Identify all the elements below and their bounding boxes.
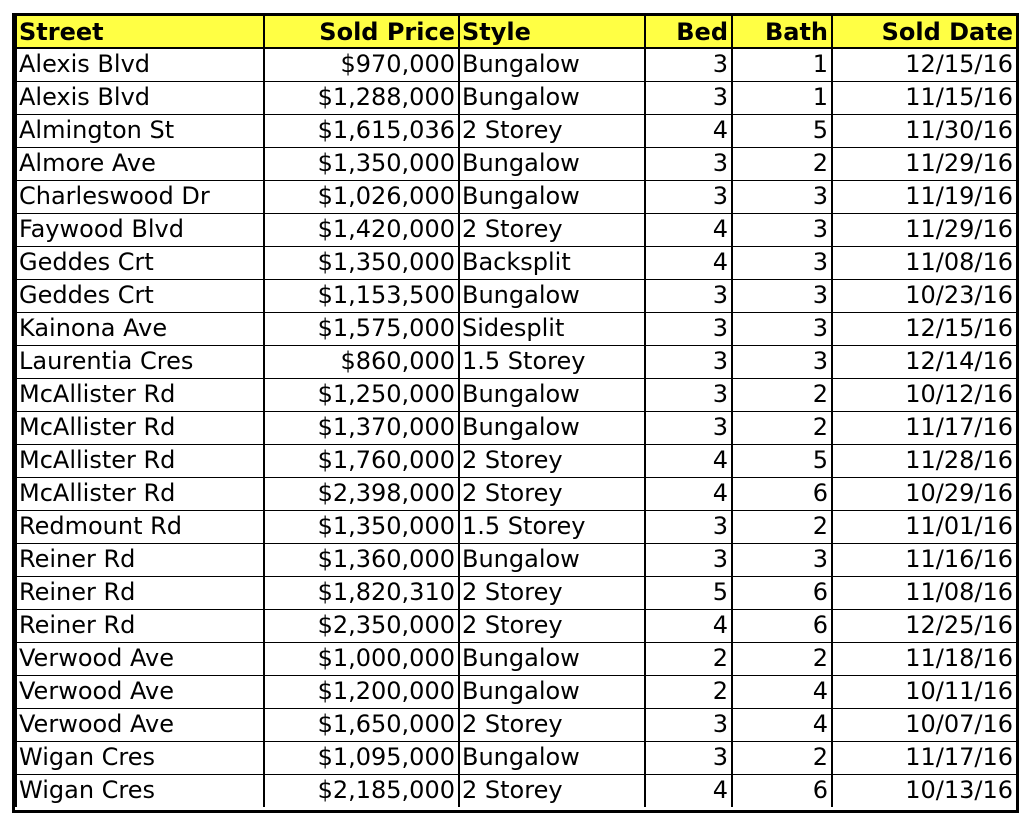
cell-street: Charleswood Dr <box>16 180 264 213</box>
cell-sold-price: $1,288,000 <box>264 81 459 114</box>
table-row <box>16 180 1017 213</box>
cell-sold-date: 10/11/16 <box>832 675 1017 708</box>
cell-street: Reiner Rd <box>16 543 264 576</box>
cell-style: Bungalow <box>459 411 645 444</box>
cell-street: McAllister Rd <box>16 444 264 477</box>
cell-sold-price: $1,250,000 <box>264 378 459 411</box>
cell-bath: 6 <box>732 576 832 609</box>
cell-style: Bungalow <box>459 675 645 708</box>
cell-sold-price: $1,000,000 <box>264 642 459 675</box>
cell-bed: 2 <box>645 675 732 708</box>
cell-bath: 5 <box>732 114 832 147</box>
cell-sold-price: $1,820,310 <box>264 576 459 609</box>
cell-street: Reiner Rd <box>16 576 264 609</box>
cell-style: Sidesplit <box>459 312 645 345</box>
table-row <box>16 675 1017 708</box>
cell-bath: 4 <box>732 675 832 708</box>
cell-bath: 2 <box>732 147 832 180</box>
cell-street: McAllister Rd <box>16 411 264 444</box>
header-sold-date: Sold Date <box>832 16 1017 48</box>
cell-style: Bungalow <box>459 741 645 774</box>
cell-sold-date: 10/13/16 <box>832 774 1017 807</box>
cell-bed: 3 <box>645 81 732 114</box>
header-style: Style <box>459 16 645 48</box>
table-row <box>16 477 1017 510</box>
cell-sold-date: 11/08/16 <box>832 246 1017 279</box>
cell-sold-date: 12/15/16 <box>832 312 1017 345</box>
cell-bath: 2 <box>732 411 832 444</box>
header-bath: Bath <box>732 16 832 48</box>
cell-bath: 1 <box>732 48 832 81</box>
cell-bed: 3 <box>645 312 732 345</box>
cell-street: Verwood Ave <box>16 708 264 741</box>
header-sold-price: Sold Price <box>264 16 459 48</box>
cell-sold-price: $860,000 <box>264 345 459 378</box>
table-row <box>16 114 1017 147</box>
cell-street: Alexis Blvd <box>16 81 264 114</box>
table-row <box>16 708 1017 741</box>
table-row <box>16 81 1017 114</box>
cell-bath: 3 <box>732 312 832 345</box>
cell-sold-date: 10/29/16 <box>832 477 1017 510</box>
cell-sold-price: $2,185,000 <box>264 774 459 807</box>
cell-street: Almore Ave <box>16 147 264 180</box>
cell-style: Bungalow <box>459 378 645 411</box>
cell-sold-price: $1,360,000 <box>264 543 459 576</box>
cell-sold-date: 11/08/16 <box>832 576 1017 609</box>
cell-style: 1.5 Storey <box>459 510 645 543</box>
cell-style: Bungalow <box>459 180 645 213</box>
cell-bed: 3 <box>645 147 732 180</box>
cell-bath: 2 <box>732 741 832 774</box>
cell-bed: 3 <box>645 378 732 411</box>
cell-style: 2 Storey <box>459 609 645 642</box>
table-row <box>16 213 1017 246</box>
cell-street: Kainona Ave <box>16 312 264 345</box>
table-body <box>16 48 1017 807</box>
cell-street: Faywood Blvd <box>16 213 264 246</box>
cell-bath: 2 <box>732 642 832 675</box>
cell-bed: 3 <box>645 48 732 81</box>
cell-style: 2 Storey <box>459 708 645 741</box>
table-row <box>16 642 1017 675</box>
cell-bath: 3 <box>732 180 832 213</box>
table-row <box>16 378 1017 411</box>
cell-sold-date: 11/16/16 <box>832 543 1017 576</box>
cell-bath: 3 <box>732 246 832 279</box>
cell-bed: 4 <box>645 774 732 807</box>
table-row <box>16 774 1017 807</box>
table-row <box>16 279 1017 312</box>
cell-sold-price: $1,095,000 <box>264 741 459 774</box>
cell-sold-date: 11/15/16 <box>832 81 1017 114</box>
cell-sold-date: 10/07/16 <box>832 708 1017 741</box>
cell-bath: 1 <box>732 81 832 114</box>
cell-bed: 3 <box>645 741 732 774</box>
cell-bath: 3 <box>732 543 832 576</box>
cell-sold-price: $1,650,000 <box>264 708 459 741</box>
cell-sold-date: 11/28/16 <box>832 444 1017 477</box>
cell-sold-date: 11/18/16 <box>832 642 1017 675</box>
header-bed: Bed <box>645 16 732 48</box>
cell-style: 2 Storey <box>459 213 645 246</box>
cell-sold-date: 11/29/16 <box>832 147 1017 180</box>
cell-style: 2 Storey <box>459 576 645 609</box>
cell-bed: 2 <box>645 642 732 675</box>
table-row <box>16 411 1017 444</box>
cell-style: 2 Storey <box>459 114 645 147</box>
cell-street: Redmount Rd <box>16 510 264 543</box>
table-row <box>16 147 1017 180</box>
cell-style: Bungalow <box>459 279 645 312</box>
cell-style: Bungalow <box>459 81 645 114</box>
cell-bath: 3 <box>732 279 832 312</box>
cell-sold-price: $970,000 <box>264 48 459 81</box>
cell-bed: 3 <box>645 510 732 543</box>
cell-street: Geddes Crt <box>16 246 264 279</box>
cell-street: Reiner Rd <box>16 609 264 642</box>
cell-style: 2 Storey <box>459 477 645 510</box>
cell-street: Verwood Ave <box>16 675 264 708</box>
cell-style: Bungalow <box>459 642 645 675</box>
cell-bed: 4 <box>645 246 732 279</box>
cell-bed: 4 <box>645 213 732 246</box>
table-row <box>16 48 1017 81</box>
table-row <box>16 543 1017 576</box>
cell-sold-price: $1,370,000 <box>264 411 459 444</box>
table-row <box>16 741 1017 774</box>
sales-table-container <box>12 13 1019 813</box>
cell-bed: 4 <box>645 477 732 510</box>
cell-street: Almington St <box>16 114 264 147</box>
cell-street: Alexis Blvd <box>16 48 264 81</box>
cell-style: Bungalow <box>459 147 645 180</box>
table-row <box>16 312 1017 345</box>
cell-sold-price: $1,760,000 <box>264 444 459 477</box>
cell-street: McAllister Rd <box>16 477 264 510</box>
header-row <box>16 16 1017 48</box>
cell-street: Wigan Cres <box>16 741 264 774</box>
cell-style: Bungalow <box>459 543 645 576</box>
cell-sold-price: $1,575,000 <box>264 312 459 345</box>
cell-sold-price: $1,350,000 <box>264 147 459 180</box>
cell-street: Verwood Ave <box>16 642 264 675</box>
cell-style: 2 Storey <box>459 444 645 477</box>
cell-sold-date: 12/25/16 <box>832 609 1017 642</box>
table-row <box>16 345 1017 378</box>
cell-bed: 4 <box>645 444 732 477</box>
cell-bath: 2 <box>732 510 832 543</box>
cell-bath: 6 <box>732 609 832 642</box>
cell-sold-price: $2,398,000 <box>264 477 459 510</box>
cell-sold-date: 11/17/16 <box>832 741 1017 774</box>
cell-sold-date: 12/14/16 <box>832 345 1017 378</box>
cell-sold-date: 10/23/16 <box>832 279 1017 312</box>
cell-bed: 3 <box>645 411 732 444</box>
cell-bed: 3 <box>645 279 732 312</box>
table-row <box>16 609 1017 642</box>
cell-bed: 4 <box>645 609 732 642</box>
cell-style: Bungalow <box>459 48 645 81</box>
cell-bed: 3 <box>645 543 732 576</box>
cell-sold-price: $1,026,000 <box>264 180 459 213</box>
cell-bed: 4 <box>645 114 732 147</box>
cell-bath: 3 <box>732 345 832 378</box>
cell-sold-date: 11/30/16 <box>832 114 1017 147</box>
cell-bath: 4 <box>732 708 832 741</box>
cell-sold-date: 10/12/16 <box>832 378 1017 411</box>
cell-bed: 3 <box>645 708 732 741</box>
cell-street: Wigan Cres <box>16 774 264 807</box>
cell-sold-date: 12/15/16 <box>832 48 1017 81</box>
cell-bed: 3 <box>645 180 732 213</box>
cell-bed: 3 <box>645 345 732 378</box>
cell-bed: 5 <box>645 576 732 609</box>
cell-bath: 6 <box>732 774 832 807</box>
cell-style: 1.5 Storey <box>459 345 645 378</box>
table-row <box>16 510 1017 543</box>
cell-bath: 6 <box>732 477 832 510</box>
table-row <box>16 246 1017 279</box>
cell-street: McAllister Rd <box>16 378 264 411</box>
cell-sold-price: $1,350,000 <box>264 510 459 543</box>
cell-sold-price: $1,153,500 <box>264 279 459 312</box>
cell-bath: 2 <box>732 378 832 411</box>
header-street: Street <box>16 16 264 48</box>
table-row <box>16 444 1017 477</box>
cell-style: 2 Storey <box>459 774 645 807</box>
cell-sold-price: $2,350,000 <box>264 609 459 642</box>
cell-sold-date: 11/29/16 <box>832 213 1017 246</box>
cell-sold-price: $1,615,036 <box>264 114 459 147</box>
table-row <box>16 576 1017 609</box>
cell-sold-date: 11/01/16 <box>832 510 1017 543</box>
cell-bath: 3 <box>732 213 832 246</box>
sales-table <box>15 16 1018 807</box>
cell-sold-price: $1,200,000 <box>264 675 459 708</box>
cell-bath: 5 <box>732 444 832 477</box>
cell-style: Backsplit <box>459 246 645 279</box>
cell-sold-price: $1,350,000 <box>264 246 459 279</box>
cell-sold-price: $1,420,000 <box>264 213 459 246</box>
cell-sold-date: 11/17/16 <box>832 411 1017 444</box>
cell-street: Laurentia Cres <box>16 345 264 378</box>
cell-sold-date: 11/19/16 <box>832 180 1017 213</box>
cell-street: Geddes Crt <box>16 279 264 312</box>
